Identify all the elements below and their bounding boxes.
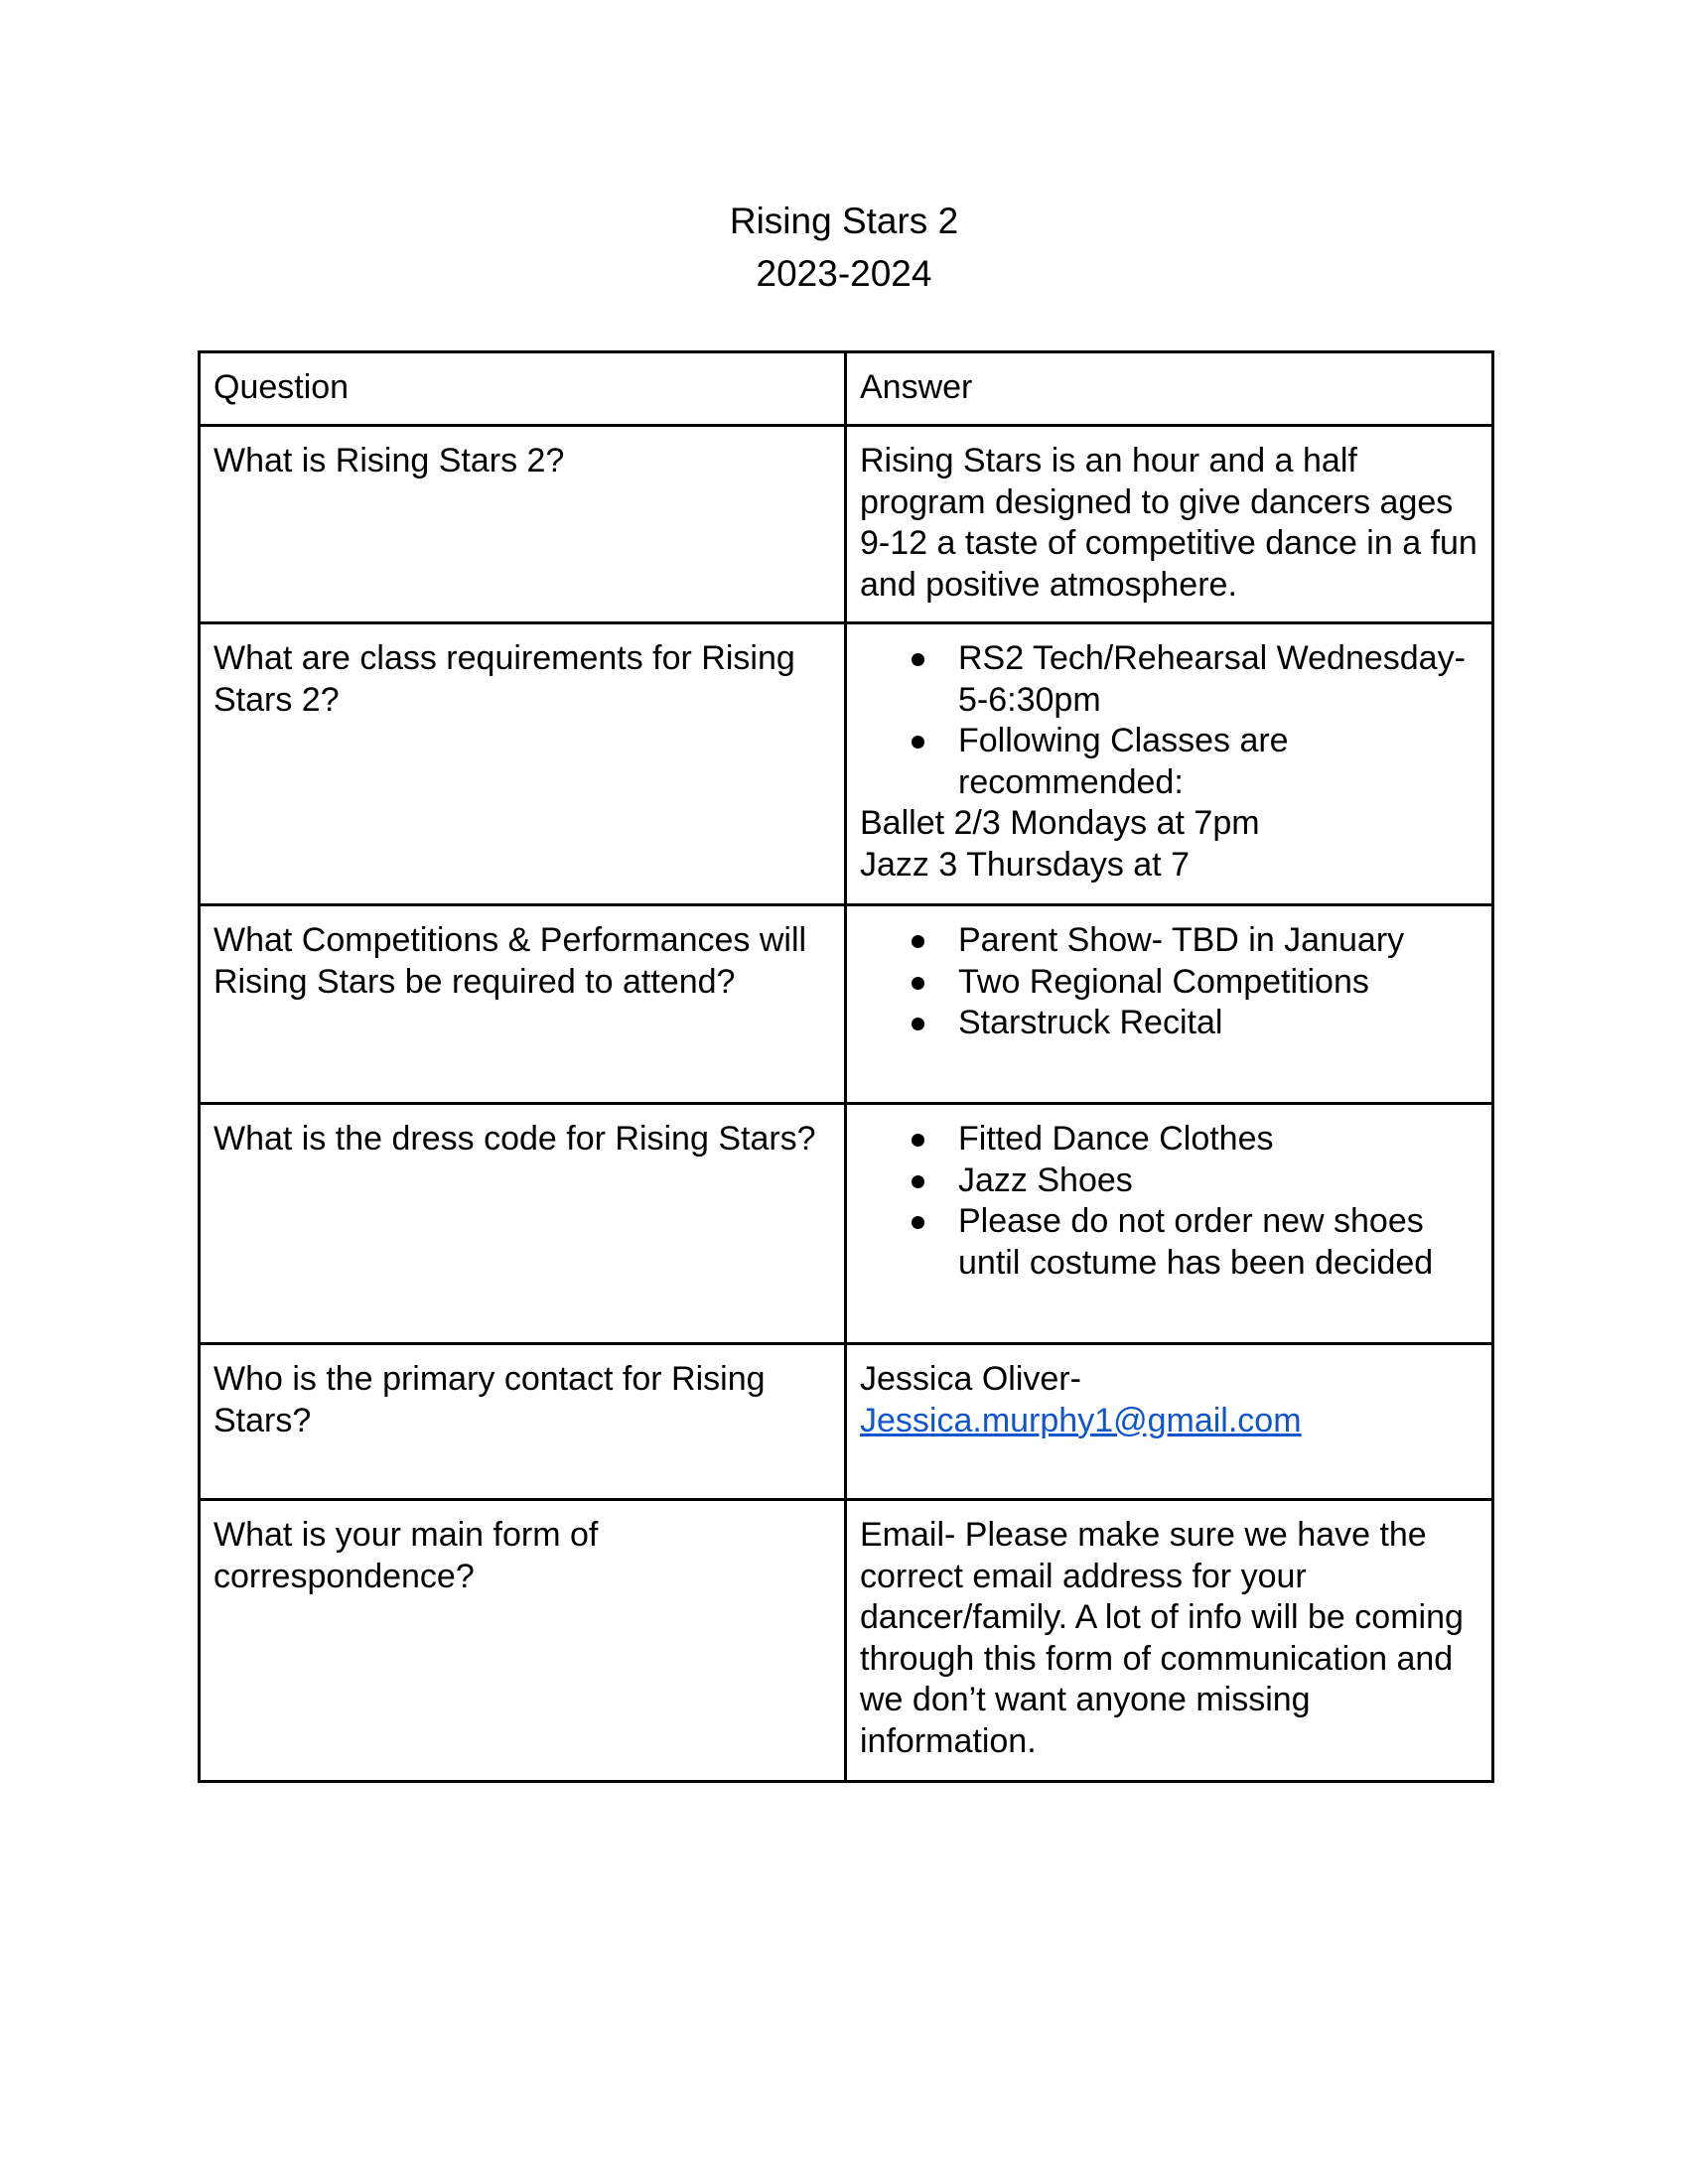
list-item [860, 1119, 1477, 1160]
bullet-list [860, 920, 1477, 1044]
bullet-icon [912, 653, 924, 666]
list-item-text: Two Regional Competitions [958, 962, 1369, 1001]
contact-name: Jessica Oliver- [860, 1360, 1081, 1398]
table-row [200, 623, 1493, 905]
list-item-text: Parent Show- TBD in January [958, 921, 1405, 959]
question-cell: What is the dress code for Rising Stars? [200, 1104, 846, 1344]
question-cell: What is your main form of correspondence? [200, 1500, 846, 1782]
list-item-text: Fitted Dance Clothes [958, 1120, 1274, 1158]
bullet-icon [912, 736, 924, 749]
document-title: Rising Stars 2 [729, 201, 959, 241]
column-header-question: Question [200, 352, 846, 426]
bullet-icon [912, 1216, 924, 1229]
table-row [200, 426, 1493, 623]
faq-table [198, 350, 1494, 1783]
bullet-list [860, 1119, 1477, 1284]
list-item [860, 962, 1477, 1004]
list-item [860, 920, 1477, 962]
answer-cell [846, 623, 1493, 905]
class-line: Jazz 3 Thursdays at 7 [860, 845, 1190, 884]
list-item [860, 721, 1477, 803]
bullet-icon [912, 935, 924, 948]
list-item-text: Starstruck Recital [958, 1004, 1223, 1041]
bullet-icon [912, 1134, 924, 1147]
list-item [860, 1160, 1477, 1202]
bullet-list [860, 638, 1477, 803]
list-item-text: Following Classes are recommended: [958, 722, 1289, 801]
list-item-text: Please do not order new shoes until costume has been decided [958, 1202, 1434, 1282]
list-item-text: Jazz Shoes [958, 1160, 1133, 1199]
document-header [0, 195, 1688, 300]
list-item [860, 1201, 1477, 1284]
list-item [860, 638, 1477, 721]
bullet-icon [912, 1175, 924, 1188]
contact-email-link[interactable]: Jessica.murphy1@gmail.com [860, 1401, 1302, 1439]
answer-cell [846, 1104, 1493, 1344]
table-row [200, 1344, 1493, 1500]
answer-cell [846, 1344, 1493, 1500]
answer-cell [846, 905, 1493, 1104]
list-item-text: RS2 Tech/Rehearsal Wednesday-5-6:30pm [958, 639, 1466, 719]
question-cell: What is Rising Stars 2? [200, 426, 846, 623]
document-season: 2023-2024 [756, 253, 932, 294]
table-row [200, 905, 1493, 1104]
bullet-icon [912, 1018, 924, 1030]
table-row [200, 1104, 1493, 1344]
answer-cell: Email- Please make sure we have the correct email address for your dancer/family. A lot of info will be coming through this form of communication and we don’t want anyone missing information. [846, 1500, 1493, 1782]
question-cell: Who is the primary contact for Rising Stars? [200, 1344, 846, 1500]
table-row [200, 1500, 1493, 1782]
list-item [860, 1003, 1477, 1044]
class-line: Ballet 2/3 Mondays at 7pm [860, 804, 1260, 842]
answer-cell: Rising Stars is an hour and a half program designed to give dancers ages 9-12 a taste of competitive dance in a fun and positive atmosphere. [846, 426, 1493, 623]
table-header-row [200, 352, 1493, 426]
question-cell: What Competitions & Performances will Rising Stars be required to attend? [200, 905, 846, 1104]
question-cell: What are class requirements for Rising Stars 2? [200, 623, 846, 905]
column-header-answer: Answer [846, 352, 1493, 426]
bullet-icon [912, 977, 924, 990]
